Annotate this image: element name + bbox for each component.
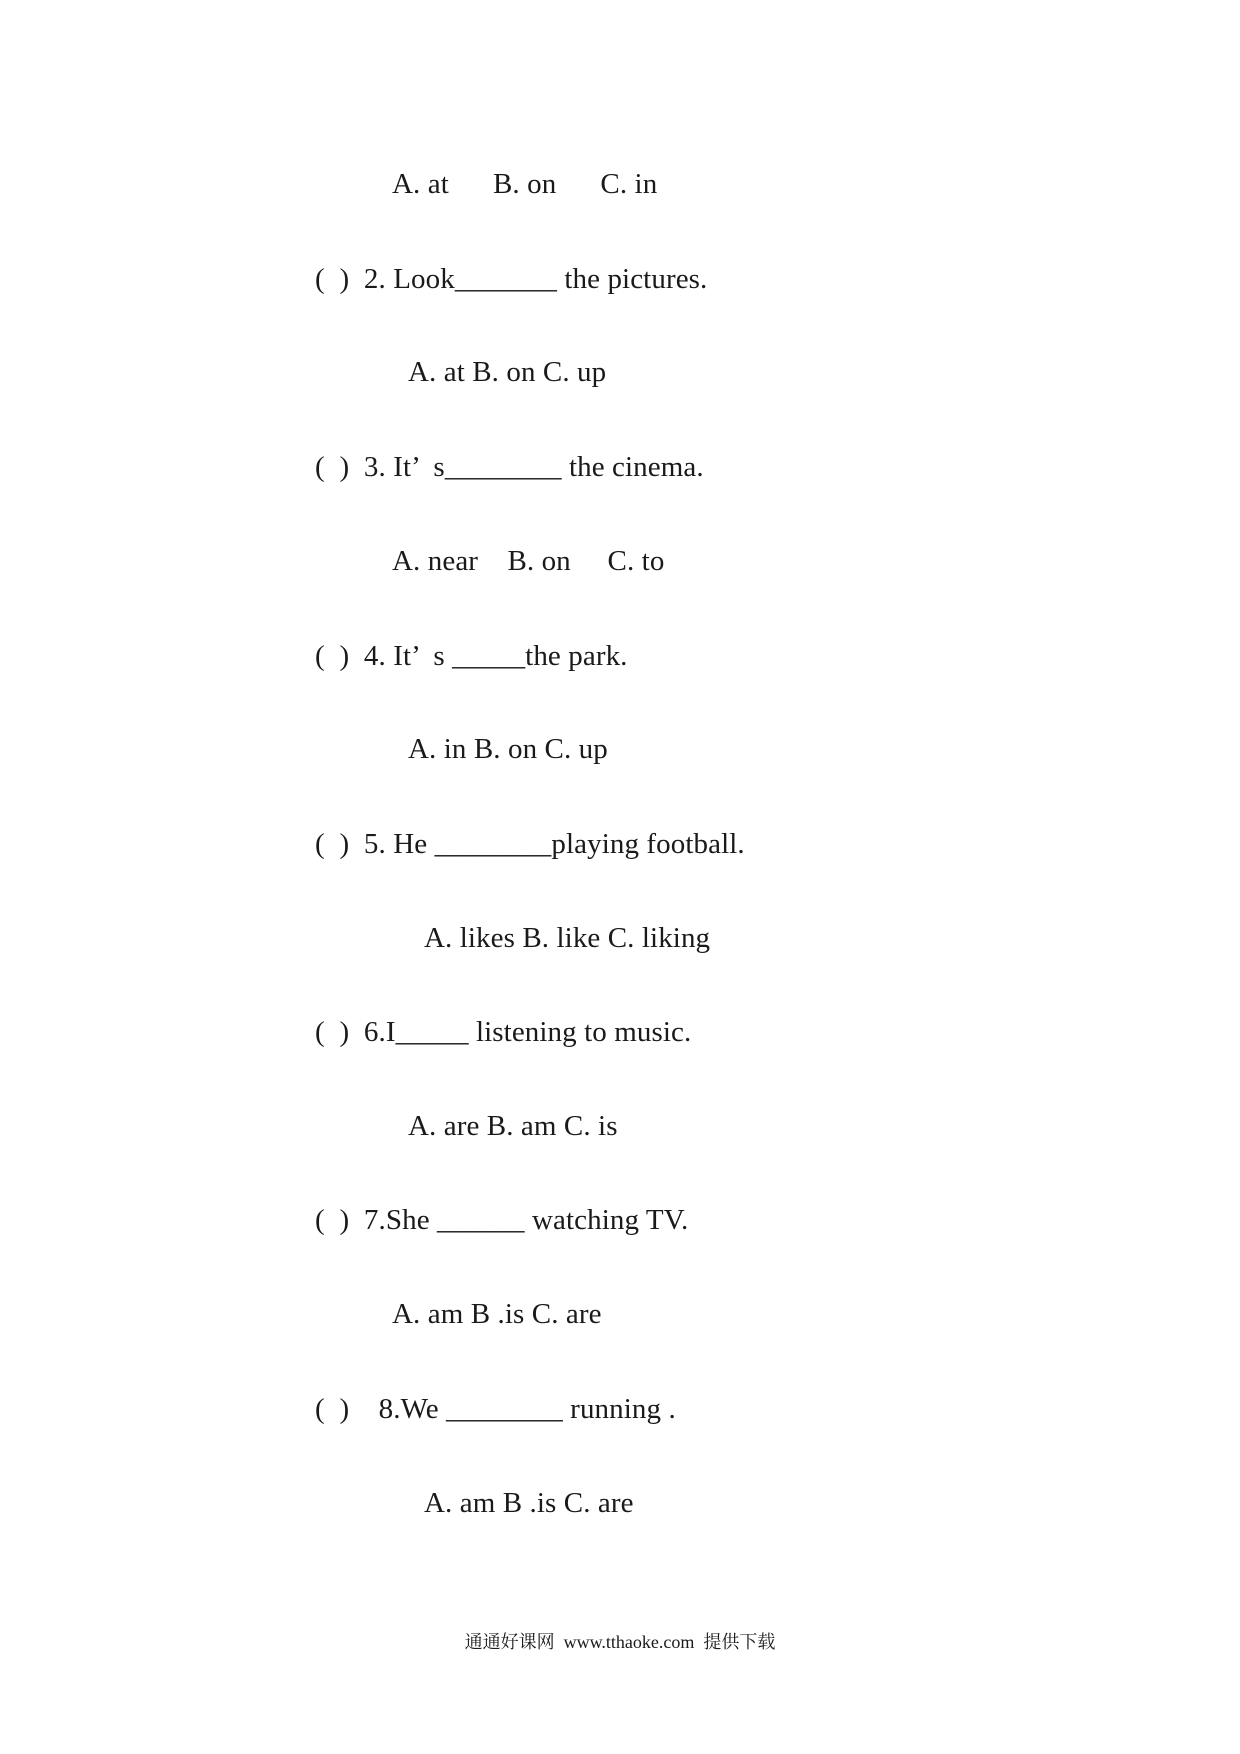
question-3-stem: ( ) 3. It’ s________ the cinema. bbox=[315, 451, 704, 483]
page-footer: 通通好课网 www.tthaoke.com 提供下载 bbox=[464, 1632, 776, 1652]
question-8-options: A. am B .is C. are bbox=[424, 1487, 634, 1519]
question-8-stem: ( ) 8.We ________ running . bbox=[315, 1393, 676, 1425]
question-4-options: A. in B. on C. up bbox=[408, 733, 608, 765]
question-4-stem: ( ) 4. It’ s _____the park. bbox=[315, 640, 628, 672]
question-2-options: A. at B. on C. up bbox=[408, 356, 607, 388]
question-6-stem: ( ) 6.I_____ listening to music. bbox=[315, 1016, 692, 1048]
question-6-options: A. are B. am C. is bbox=[408, 1110, 618, 1142]
question-7-stem: ( ) 7.She ______ watching TV. bbox=[315, 1204, 689, 1236]
question-5-options: A. likes B. like C. liking bbox=[424, 922, 711, 954]
question-7-options: A. am B .is C. are bbox=[392, 1298, 602, 1330]
question-2-stem: ( ) 2. Look_______ the pictures. bbox=[315, 263, 708, 295]
question-1-options: A. at B. on C. in bbox=[392, 168, 658, 200]
question-3-options: A. near B. on C. to bbox=[392, 545, 665, 577]
question-5-stem: ( ) 5. He ________playing football. bbox=[315, 828, 745, 860]
